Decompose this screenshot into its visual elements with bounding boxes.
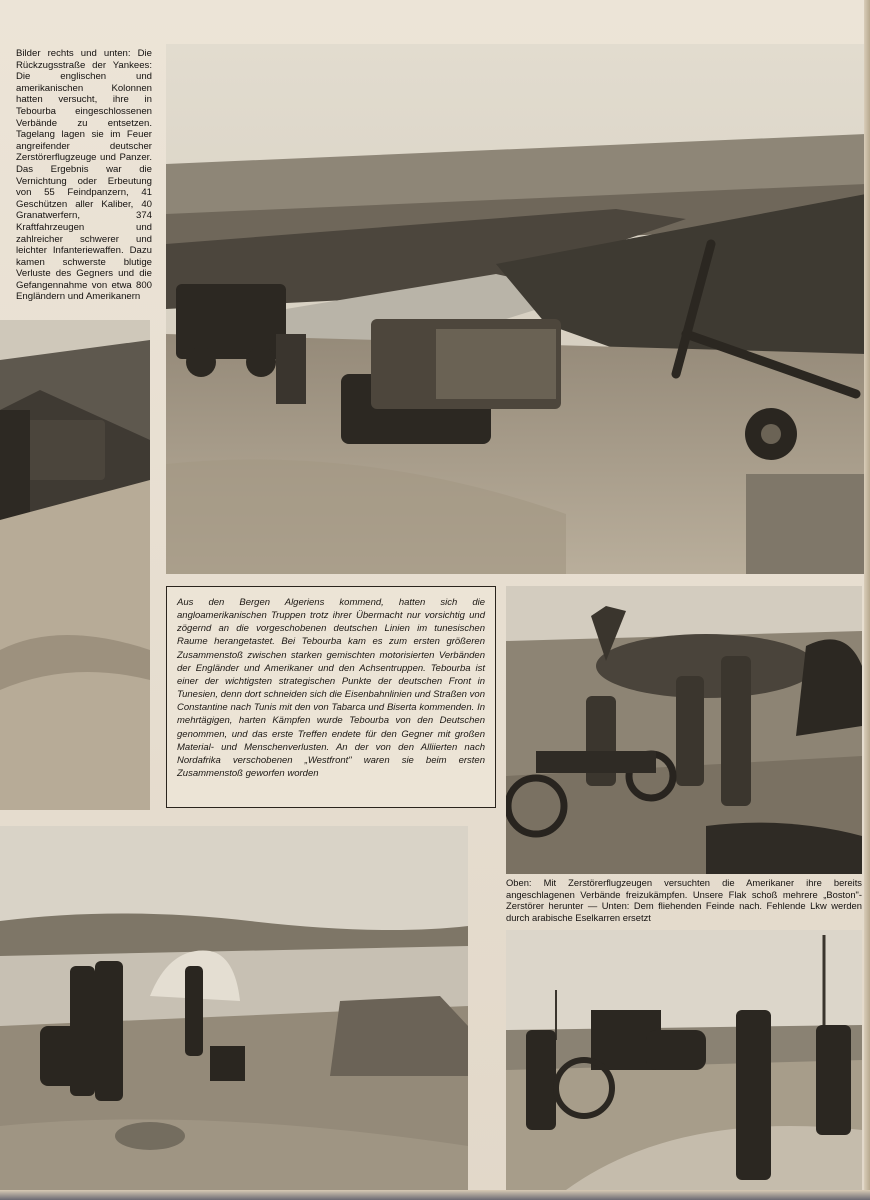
battlefield-photo	[166, 44, 866, 574]
caption-top-left: Bilder rechts und unten: Die Rückzugsstraße der Yankees: Die englischen und amerikanischen Kolonnen hatten versucht, ihre in Tebourba eingeschlossenen Verbände zu entsetzen. Tagelang lagen sie im Feuer angreifender deutscher Zerstörerflugzeuge und Panzer. Das Ergebnis war die Vernichtung oder Erbeutung von 55 Feindpanzern, 41 Geschützen aller Kaliber, 40 Granatwerfern, 374 Kraftfahrzeugen und zahlreicher schwerer und leichter Infanteriewaffen. Dazu kamen schwerste blutige Verluste des Gegners und die Gefangennahme von etwa 800 Engländern und Amerikanern	[16, 48, 152, 303]
page-edge-right	[864, 0, 870, 1200]
cart-photo	[506, 930, 862, 1190]
camp-photo	[0, 826, 468, 1190]
aircraft-photo	[506, 586, 862, 874]
page-edge-bottom	[0, 1190, 870, 1200]
caption-middle-right: Oben: Mit Zerstörerflugzeugen versuchten die Amerikaner ihre bereits angeschlagenen Verbände freizukämpfen. Unsere Flak schoß mehrere „Boston"-Zerstörer herunter — Unten: Dem fliehenden Feinde nach. Fehlende Lkw werden durch arabische Eselkarren ersetzt	[506, 877, 862, 923]
road-photo	[0, 320, 150, 810]
boxed-article-text: Aus den Bergen Algeriens kommend, hatten sich die angloamerikanischen Truppen trotz ihrer Übermacht nur vorsichtig und zögernd an die vorgeschobenen deutschen Linien im tunesischen Raume herangetastet. Bei Tebourba kam es zum ersten größeren Zusammenstoß zwischen starken gemischten motorisierten Verbänden der Engländer und Amerikaner und den Achsentruppen. Tebourba ist einer der wichtigsten strategischen Punkte der deutschen Front in Tunesien, denn dort schneiden sich die Eisenbahnlinien und Straßen von Constantine nach Tunis mit den von Tabarca und Biserta kommenden. In mehrtägigen, harten Kämpfen wurde Tebourba von den Deutschen genommen, und das erste Treffen endete für den Gegner mit großen Material- und Menschenverlusten. An der von den Alliierten nach Nordafrika verschobenen „Westfront" waren sie beim ersten Zusammenstoß geworfen worden	[177, 597, 485, 780]
boxed-article	[166, 586, 496, 808]
